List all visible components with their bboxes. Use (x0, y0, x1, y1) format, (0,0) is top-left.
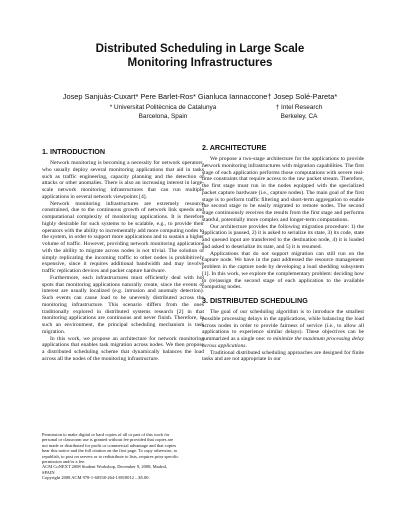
section-heading-distributed-scheduling: 3. DISTRIBUTED SCHEDULING (202, 296, 308, 305)
footnote-line: permission and/or a fee. (42, 459, 86, 465)
footnote-line: republish, to post on servers or to redistribute to lists, requires prior specific (42, 453, 179, 459)
author-list: Josep Sanjuàs-Cuxart* Pere Barlet-Ros* Gianluca Iannaccone† Josep Solé-Pareta* (62, 92, 338, 101)
paragraph: Network monitoring is becoming a necessity for network operators, who usually deploy several monitoring applications that aid in tasks such as traffic engineering, capacity planning and the detection of attacks or other anomalies. There is also an increasing interest in large-scale network monitoring infrastructures that can run multiple applications in several network viewpoints [4]. (42, 160, 204, 200)
affiliation-location: Barcelona, Spain (138, 112, 188, 120)
affiliation-upc (88, 104, 238, 121)
footnote-line: bear this notice and the full citation on the first page. To copy otherwise, to (42, 448, 178, 454)
right-column (202, 138, 364, 363)
affiliation-name: † Intel Research (275, 104, 323, 111)
footnote-line: Permission to make digital or hard copies of all or part of this work for (42, 432, 170, 437)
title-line-2: Monitoring Infrastructures (127, 56, 273, 69)
paragraph: In this work, we propose an architecture for network monitoring applications that enables task migration across nodes. We then propose a distributed scheduling scheme that dynamically balances the load across all the nodes of the monitoring infrastructure. (42, 335, 204, 362)
paragraph-text: . (245, 342, 247, 349)
paragraph: Furthermore, each infrastructures must efficiently deal with hot spots that monitoring applications naturally create, since the events of interest are usually localized (e.g. intrusion and anomaly detection). Such events can cause load to be unevenly distributed across the monitoring infrastructure. This scenario differs from the ones traditionally explored in distributed systems research [2] in that monitoring applications are continuous and never finish. Therefore, in such an environment, the principal scheduling mechanism is task migration. (42, 274, 204, 335)
footnote-line: SPAIN (42, 469, 55, 475)
section-heading-introduction: 1. INTRODUCTION (42, 147, 106, 156)
affiliation-location: Berkeley, CA (280, 112, 318, 120)
paragraph-emphasis: to minimize the maximum processing delay across applications (202, 336, 364, 349)
paper-title (0, 42, 400, 70)
paragraph (202, 309, 364, 350)
footnote-line: not made or distributed for profit or commercial advantage and that copies (42, 442, 177, 448)
paragraph: We propose a two-stage architecture for the applications to provide network monitoring infrastructures with migration capabilities. The first stage of each application performs those computations with severe real-time constraints that require access to the raw packet stream. Therefore, the first stage must run in the nodes equipped with the specialized packet capture hardware (i.e., capture nodes). The main goal of the first stage is to perform traffic filtering and short-term aggregation to enable the second stage to be easily migrated to remote nodes. The second stage continuously receives the results from the first stage and performs stateful, potentially more complex and longer-term computations. (202, 156, 364, 223)
paragraph: Network monitoring infrastructures are extremely resource constrained, due to the continuous growth of network link speeds and computational complexity of monitoring applications. It is therefore highly desirable for such systems to be scalable, e.g., to provide their operators with the ability to incrementally add more computing nodes to the system, in order to support more applications and to sustain a higher volume of traffic. However, providing network monitoring applications with the ability to migrate across nodes is not trivial. The solution of simply replicating the incoming traffic to other nodes is prohibitively expensive, since it requires additional bandwidth and may involve traffic replication devices and packet capture hardware. (42, 200, 204, 274)
paragraph: Traditional distributed scheduling approaches are designed for finite tasks and are not appropriate in our (202, 349, 364, 363)
affiliation-name: * Universitat Politècnica de Catalunya (109, 104, 217, 111)
left-column (42, 142, 204, 363)
footnote-line: personal or classroom use is granted without fee provided that copies are (42, 437, 174, 443)
section-heading-architecture: 2. ARCHITECTURE (202, 143, 267, 152)
paragraph-text: The goal of our scheduling algorithm is to introduce the smallest possible processing delays in the applications, while balancing the load across nodes in order to provide fairness of service (i.e., to allow all applications to experience similar delays). These objectives can be summarized as a single one: (202, 309, 364, 342)
footnote-line: ACM CoNEXT 2008 Student Workshop, December 9, 2008, Madrid, (42, 464, 167, 470)
copyright-footnote (42, 432, 204, 481)
title-line-1: Distributed Scheduling in Large Scale (95, 42, 305, 55)
affiliation-intel (238, 104, 360, 121)
footnote-line: Copyright 2008 ACM 978-1-60558-264-1/08/0012 ...$5.00. (42, 475, 150, 481)
paragraph: Our architecture provides the following migration procedure: 1) the application is paused, 2) it is asked to serialize its state, 3) its code, state and queued input are transferred to the destination node, 4) it is loaded and asked to deserialize its state, and 5) it is resumed. (202, 223, 364, 250)
paragraph: Applications that do not support migration can still run on the capture node. We have in the past addressed the resource management problem in the capture node by developing a load shedding subsystem [1]. In this work, we explore the complementary problem: deciding how to (re)assign the second stage of each application to the available computing nodes. (202, 250, 364, 291)
